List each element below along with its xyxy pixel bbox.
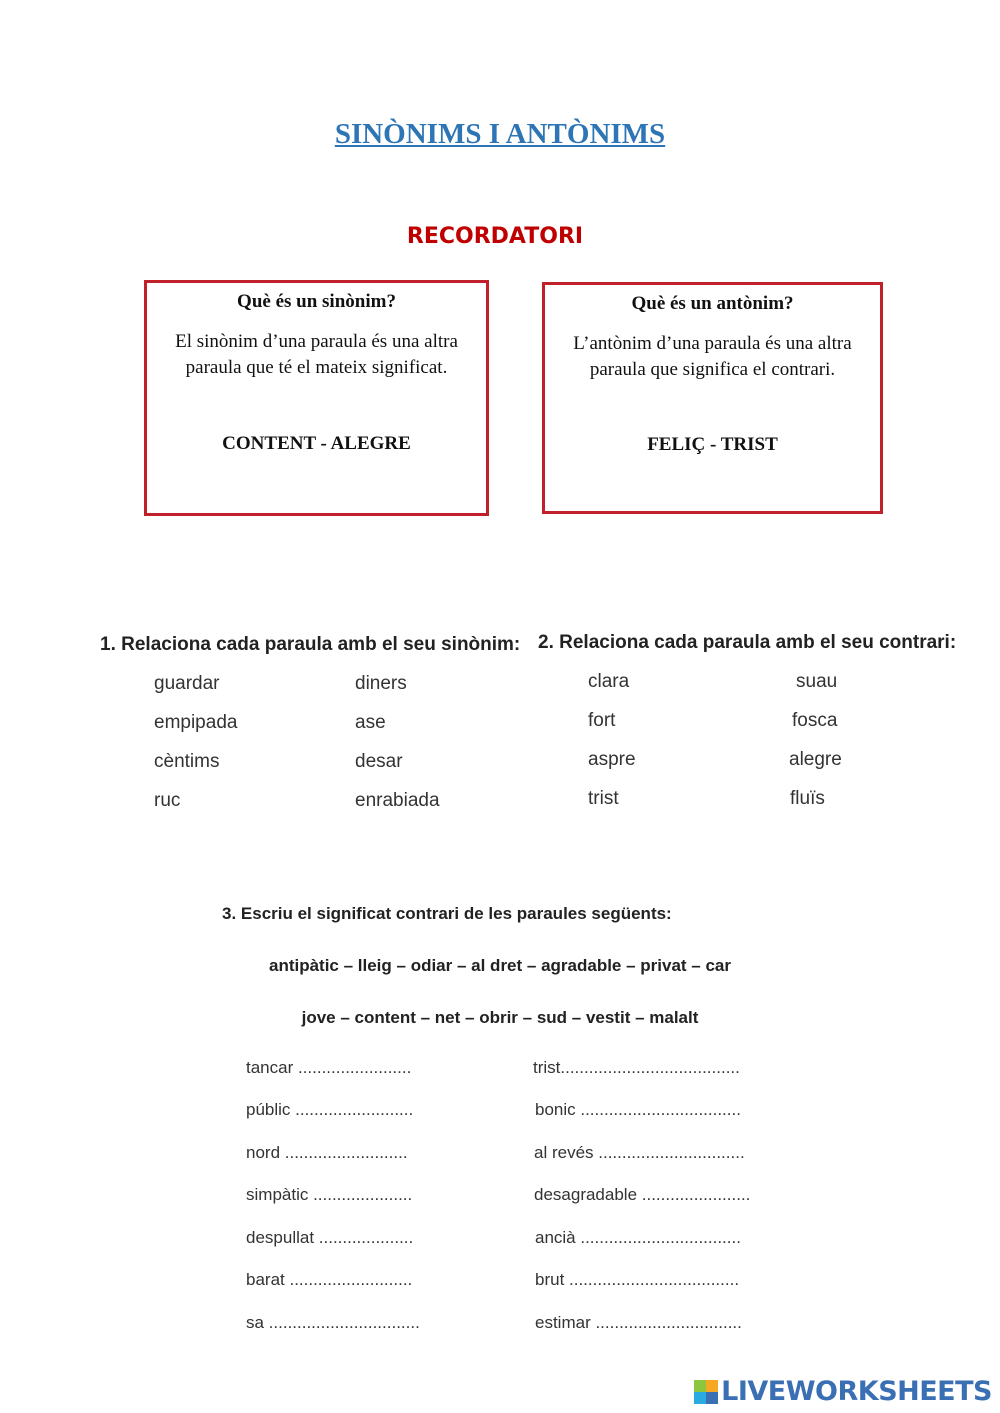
exercise2-word[interactable]: clara [588, 671, 630, 692]
exercise3-wordbank-line2: jove – content – net – obrir – sud – vestit – malalt [301, 1008, 699, 1027]
exercise3-wordbank-line1: antipàtic – lleig – odiar – al dret – agradable – privat – car [268, 956, 732, 975]
exercise1-match[interactable]: desar [355, 751, 403, 772]
exercise2-match[interactable]: alegre [789, 749, 842, 770]
synonym-definition: El sinònim d’una paraula és una altra paraula que té el mateix significat. [175, 331, 458, 378]
exercise3-fill-item[interactable]: trist...................................... [533, 1058, 740, 1077]
exercise3-fill-item[interactable]: ancià .................................. [535, 1228, 741, 1247]
exercise2-heading: 2. Relaciona cada paraula amb el seu contrari: [538, 632, 957, 653]
logo-square [694, 1392, 706, 1404]
exercise2-word[interactable]: fort [588, 710, 616, 731]
exercise3-fill-item[interactable]: despullat .................... [246, 1228, 414, 1247]
exercise3-heading: 3. Escriu el significat contrari de les paraules següents: [222, 904, 672, 923]
exercise3-fill-item[interactable]: barat .......................... [246, 1270, 413, 1289]
exercise3-fill-item[interactable]: nord .......................... [246, 1143, 408, 1162]
reminder-heading: RECORDATORI [406, 224, 584, 249]
exercise1-heading: 1. Relaciona cada paraula amb el seu sinònim: [100, 634, 521, 655]
exercise1-word[interactable]: ruc [154, 790, 181, 811]
exercise3-fill-item[interactable]: al revés ............................... [534, 1143, 745, 1162]
exercise3-fill-item[interactable]: sa ................................ [246, 1313, 420, 1332]
page-title: SINÒNIMS I ANTÒNIMS [334, 118, 666, 150]
synonym-example: CONTENT - ALEGRE [222, 433, 411, 454]
exercise2-word[interactable]: aspre [588, 749, 636, 770]
exercise3-fill-item[interactable]: tancar ........................ [246, 1058, 412, 1077]
exercise1-match[interactable]: diners [355, 673, 407, 694]
exercise3-fill-item[interactable]: públic ......................... [246, 1100, 414, 1119]
antonym-example: FELIÇ - TRIST [647, 434, 778, 455]
exercise1-word[interactable]: guardar [154, 673, 220, 694]
exercise1-word[interactable]: cèntims [154, 751, 220, 772]
liveworksheets-logo-text: LIVEWORKSHEETS [721, 1376, 992, 1407]
synonym-question: Què és un sinònim? [237, 291, 396, 312]
exercise1-match[interactable]: enrabiada [355, 790, 440, 811]
exercise3-fill-item[interactable]: simpàtic ..................... [246, 1185, 413, 1204]
logo-square [706, 1380, 718, 1392]
antonym-definition-box [542, 282, 883, 514]
exercise2-match[interactable]: suau [796, 671, 838, 692]
antonym-definition: L’antònim d’una paraula és una altra paraula que significa el contrari. [573, 333, 852, 380]
exercise3-fill-item[interactable]: brut .................................... [535, 1270, 740, 1289]
logo-square [706, 1392, 718, 1404]
exercise2-match[interactable]: fluïs [790, 788, 825, 809]
liveworksheets-logo-icon [694, 1380, 718, 1404]
exercise3-fill-item[interactable]: estimar ............................... [535, 1313, 742, 1332]
exercise2-word[interactable]: trist [588, 788, 619, 809]
exercise1-match[interactable]: ase [355, 712, 386, 733]
logo-square [694, 1380, 706, 1392]
antonym-question: Què és un antònim? [631, 293, 794, 314]
synonym-definition-box [144, 280, 489, 516]
exercise1-word[interactable]: empipada [154, 712, 238, 733]
liveworksheets-logo [694, 1376, 992, 1407]
exercise3-fill-item[interactable]: desagradable ....................... [534, 1185, 751, 1204]
exercise3-fill-item[interactable]: bonic .................................. [535, 1100, 741, 1119]
exercise2-match[interactable]: fosca [792, 710, 838, 731]
